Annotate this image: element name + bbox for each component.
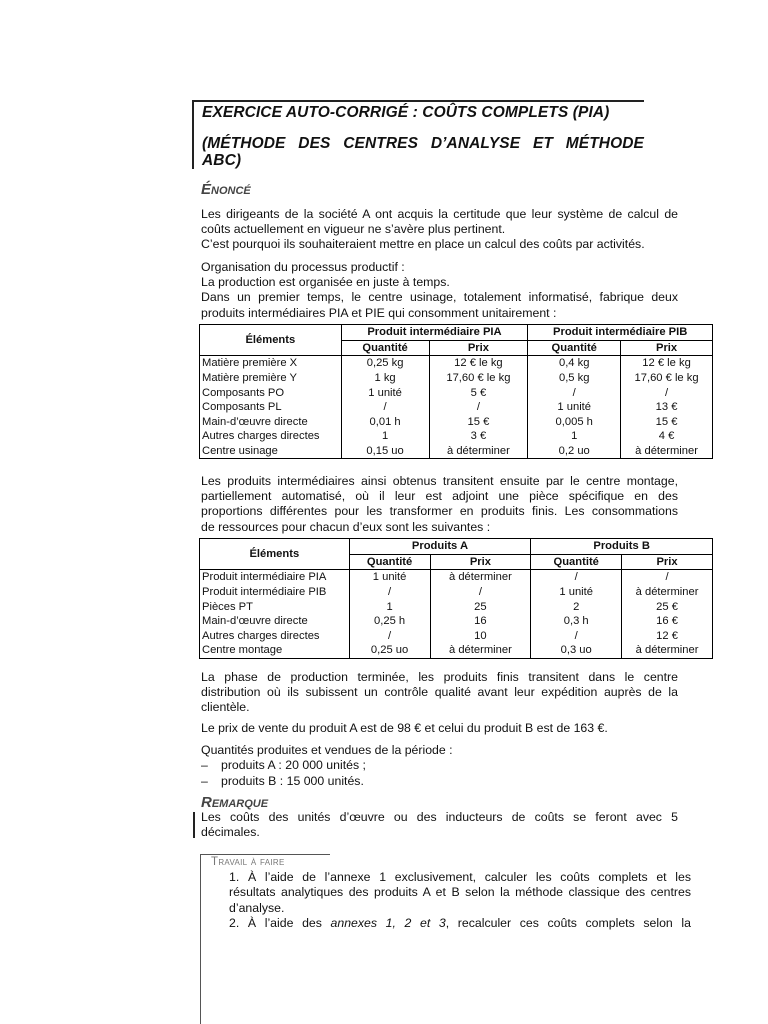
col-elements: Éléments bbox=[200, 539, 350, 570]
col-quantity: Quantité bbox=[349, 554, 430, 570]
row-label: Pièces PT bbox=[200, 599, 350, 614]
table-cell: 13 € bbox=[621, 400, 713, 415]
table-row bbox=[200, 570, 713, 585]
row-label: Produit intermédiaire PIA bbox=[200, 570, 350, 585]
table-cell: 1 unité bbox=[528, 400, 621, 415]
paragraph-montage bbox=[201, 474, 678, 535]
table-cell: 16 € bbox=[622, 614, 713, 629]
subtitle-line-1: (MÉTHODE DES CENTRES D’ANALYSE ET MÉTHODE bbox=[202, 135, 644, 152]
table-cell: / bbox=[349, 629, 430, 644]
row-label: Composants PO bbox=[200, 385, 342, 400]
text-line: Les dirigeants de la société A ont acquis la certitude que leur système de calcul de bbox=[201, 207, 678, 221]
col-price: Prix bbox=[621, 340, 713, 356]
table-cell: 12 € bbox=[622, 629, 713, 644]
col-quantity: Quantité bbox=[341, 340, 429, 356]
table-cell: 3 € bbox=[429, 429, 528, 444]
text-line: résultats analytiques des produits A et B selon la méthode classique des centres bbox=[229, 885, 691, 900]
table-cell: à déterminer bbox=[429, 444, 528, 459]
table-cell: 15 € bbox=[621, 415, 713, 430]
remarque-text bbox=[201, 810, 678, 840]
travail-bar bbox=[200, 854, 201, 1024]
text-line: Organisation du processus productif : bbox=[201, 260, 405, 274]
table-row bbox=[200, 629, 713, 644]
table-cell: / bbox=[528, 385, 621, 400]
table-row bbox=[200, 400, 713, 415]
row-label: Composants PL bbox=[200, 400, 342, 415]
table-cell: 1 bbox=[349, 599, 430, 614]
table-cell: 0,01 h bbox=[341, 415, 429, 430]
table-cell: 0,005 h bbox=[528, 415, 621, 430]
enonce-paragraph-2 bbox=[201, 260, 678, 321]
table-header-row bbox=[200, 539, 713, 555]
text-line: Les produits intermédiaires ainsi obtenus transitent ensuite par le centre montage, bbox=[201, 474, 678, 488]
table-cell: 25 € bbox=[622, 599, 713, 614]
table-cell: 1 bbox=[528, 429, 621, 444]
row-label: Autres charges directes bbox=[200, 629, 350, 644]
text-line: C’est pourquoi ils souhaiteraient mettre en place un calcul des coûts par activités. bbox=[201, 237, 645, 252]
row-label: Matière première X bbox=[200, 356, 342, 371]
row-label: Autres charges directes bbox=[200, 429, 342, 444]
table-intermediate-products bbox=[199, 324, 713, 459]
text-line: La phase de production terminée, les produits finis transitent dans le centre bbox=[201, 670, 678, 684]
col-group-pia: Produit intermédiaire PIA bbox=[341, 325, 528, 341]
col-price: Prix bbox=[622, 554, 713, 570]
col-group-pib: Produit intermédiaire PIB bbox=[528, 325, 713, 341]
table-cell: à déterminer bbox=[622, 585, 713, 600]
text-line: clientèle. bbox=[201, 700, 250, 715]
table-cell: 1 unité bbox=[531, 585, 622, 600]
table-cell: 15 € bbox=[429, 415, 528, 430]
travail-divider bbox=[200, 854, 330, 855]
exercise-title: EXERCICE AUTO-CORRIGÉ : COÛTS COMPLETS (PIA) bbox=[202, 104, 610, 121]
col-price: Prix bbox=[429, 340, 528, 356]
travail-heading: Travail à faire bbox=[211, 856, 285, 868]
col-group-b: Produits B bbox=[531, 539, 713, 555]
text-line: Dans un premier temps, le centre usinage, totalement informatisé, fabrique deux bbox=[201, 290, 678, 305]
table-cell: 5 € bbox=[429, 385, 528, 400]
table-cell: 10 bbox=[430, 629, 531, 644]
enonce-paragraph-1 bbox=[201, 207, 678, 253]
table-cell: à déterminer bbox=[430, 643, 531, 658]
table-cell: / bbox=[622, 570, 713, 585]
table-cell: / bbox=[531, 570, 622, 585]
table-cell: 12 € le kg bbox=[621, 356, 713, 371]
table-row bbox=[200, 371, 713, 386]
text-line: d’analyse. bbox=[229, 900, 285, 915]
table-cell: 1 unité bbox=[349, 570, 430, 585]
text-line: proportions différentes pour les transformer en produits finis. Les consommations bbox=[201, 504, 678, 519]
table-cell: 1 bbox=[341, 429, 429, 444]
paragraph-prices: Le prix de vente du produit A est de 98 € et celui du produit B est de 163 €. bbox=[201, 721, 608, 735]
table-cell: / bbox=[621, 385, 713, 400]
table-row bbox=[200, 643, 713, 658]
text-line: coûts actuellement en vigueur ne s’avère plus pertinent. bbox=[201, 222, 506, 237]
table-row bbox=[200, 599, 713, 614]
row-label: Matière première Y bbox=[200, 371, 342, 386]
remarque-heading: Remarque bbox=[201, 794, 269, 811]
paragraph-distribution bbox=[201, 670, 678, 716]
col-elements: Éléments bbox=[200, 325, 342, 356]
col-quantity: Quantité bbox=[528, 340, 621, 356]
table-finished-products bbox=[199, 538, 713, 659]
table-header-row bbox=[200, 325, 713, 341]
table-row bbox=[200, 415, 713, 430]
text-line: distribution où ils subissent un contrôle qualité avant leur expédition auprès de la bbox=[201, 685, 678, 700]
row-label: Centre usinage bbox=[200, 444, 342, 459]
list-item: – produits B : 15 000 unités. bbox=[201, 773, 364, 788]
table-cell: à déterminer bbox=[430, 570, 531, 585]
table-cell: / bbox=[429, 400, 528, 415]
table-row bbox=[200, 444, 713, 459]
list-intro: Quantités produites et vendues de la période : bbox=[201, 743, 453, 757]
text-line: 1. À l’aide de l’annexe 1 exclusivement, calculer les coûts complets et les bbox=[229, 870, 691, 884]
table-cell: 0,5 kg bbox=[528, 371, 621, 386]
table-row bbox=[200, 429, 713, 444]
row-label: Main-d’œuvre directe bbox=[200, 614, 350, 629]
title-block bbox=[192, 100, 644, 169]
table-cell: 0,15 uo bbox=[341, 444, 429, 459]
text-line: partiellement automatisé, où il leur est adjoint une pièce spécifique en des bbox=[201, 489, 678, 504]
table-cell: 0,3 h bbox=[531, 614, 622, 629]
col-quantity: Quantité bbox=[531, 554, 622, 570]
col-group-a: Produits A bbox=[349, 539, 531, 555]
table-cell: 12 € le kg bbox=[429, 356, 528, 371]
table-cell: / bbox=[349, 585, 430, 600]
table-cell: / bbox=[341, 400, 429, 415]
table-cell: 0,2 uo bbox=[528, 444, 621, 459]
list-item: – produits A : 20 000 unités ; bbox=[201, 758, 366, 773]
table-cell: 2 bbox=[531, 599, 622, 614]
row-label: Produit intermédiaire PIB bbox=[200, 585, 350, 600]
table-cell: à déterminer bbox=[622, 643, 713, 658]
table-cell: à déterminer bbox=[621, 444, 713, 459]
row-label: Main-d’œuvre directe bbox=[200, 415, 342, 430]
table-cell: 25 bbox=[430, 599, 531, 614]
table-cell: 1 unité bbox=[341, 385, 429, 400]
table-cell: / bbox=[430, 585, 531, 600]
table-cell: / bbox=[531, 629, 622, 644]
quantities-list bbox=[201, 743, 453, 789]
task-2: 2. À l’aide des annexes 1, 2 et 3, recalculer ces coûts complets selon la bbox=[229, 916, 691, 930]
table-cell: 0,25 uo bbox=[349, 643, 430, 658]
table-cell: 16 bbox=[430, 614, 531, 629]
text-line: produits intermédiaires PIA et PIE qui consomment unitairement : bbox=[201, 305, 557, 320]
enonce-heading: Énoncé bbox=[201, 181, 251, 198]
text-line: de ressources pour chacun d’eux sont les suivantes : bbox=[201, 519, 491, 534]
table-row bbox=[200, 614, 713, 629]
table-cell: 0,4 kg bbox=[528, 356, 621, 371]
exercise-subtitle bbox=[202, 135, 644, 169]
table-cell: 0,25 h bbox=[349, 614, 430, 629]
table-cell: 17,60 € le kg bbox=[621, 371, 713, 386]
subtitle-line-2: ABC) bbox=[202, 152, 242, 169]
table-cell: 17,60 € le kg bbox=[429, 371, 528, 386]
table-cell: 0,3 uo bbox=[531, 643, 622, 658]
col-price: Prix bbox=[430, 554, 531, 570]
table-row bbox=[200, 356, 713, 371]
table-row bbox=[200, 585, 713, 600]
table-row bbox=[200, 385, 713, 400]
table-cell: 0,25 kg bbox=[341, 356, 429, 371]
task-1 bbox=[229, 870, 691, 916]
table-cell: 1 kg bbox=[341, 371, 429, 386]
remarque-bar bbox=[193, 812, 195, 838]
table-cell: 4 € bbox=[621, 429, 713, 444]
text-line: Les coûts des unités d’œuvre ou des inducteurs de coûts se feront avec 5 bbox=[201, 810, 678, 824]
text-line: La production est organisée en juste à temps. bbox=[201, 275, 450, 290]
text-line: décimales. bbox=[201, 825, 260, 840]
row-label: Centre montage bbox=[200, 643, 350, 658]
